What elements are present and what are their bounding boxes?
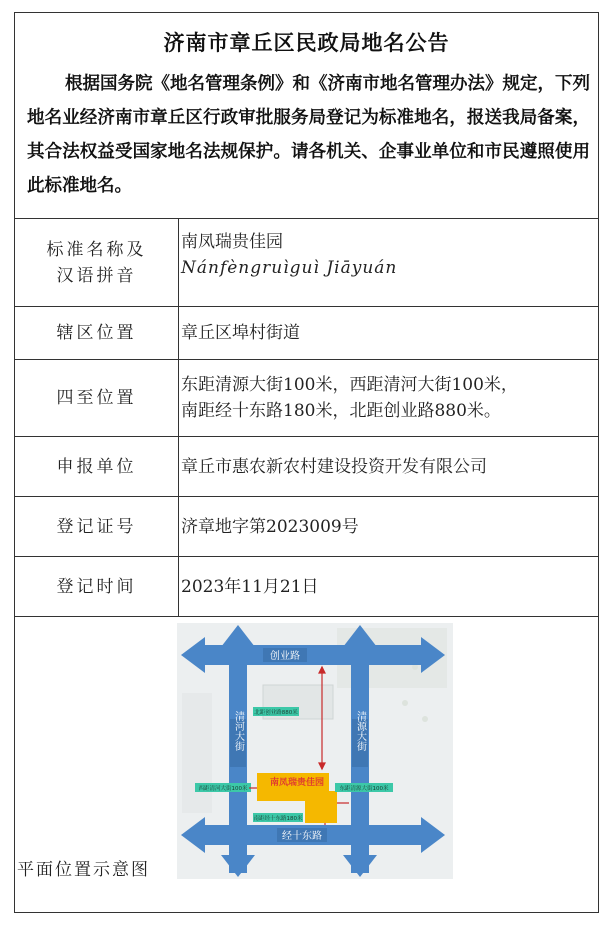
row-bounds — [15, 360, 598, 437]
notice-header — [15, 13, 598, 219]
registration-number-text: 济章地字第2023009号 — [181, 516, 359, 537]
distance-south-label: 南距经十东路180米 — [253, 816, 303, 822]
registration-number-label: 登记证号 — [15, 497, 179, 556]
map-dot — [402, 700, 408, 706]
notice-body: 根据国务院《地名管理条例》和《济南市地名管理办法》规定，下列地名业经济南市章丘区行政审批服务局登记为标准地名，报送我局备案，其合法权益受国家地名法规保护。请各机关、企事业单位和市民遵照使用此标准地名。 — [27, 74, 590, 196]
distance-west-label: 西距清河大街100米 — [198, 786, 248, 792]
notice-document — [14, 12, 599, 913]
road-west-label: 清河大街 — [232, 711, 244, 751]
map-block — [182, 693, 212, 813]
registration-time-text: 2023年11月21日 — [181, 576, 319, 597]
district-label: 辖区位置 — [15, 307, 179, 359]
notice-title: 济南市章丘区民政局地名公告 — [163, 31, 450, 55]
standard-name-label-line2: 汉语拼音 — [56, 265, 137, 286]
registration-number-value — [179, 497, 598, 556]
location-map-label: 平面位置示意图 — [17, 860, 150, 880]
distance-east-label: 东距清源大街100米 — [339, 786, 389, 792]
row-standard-name — [15, 219, 598, 307]
registration-time-label: 登记时间 — [15, 557, 179, 616]
bounds-value — [179, 360, 598, 436]
row-registration-number — [15, 497, 598, 557]
location-map — [177, 623, 453, 879]
road-north-label: 创业路 — [270, 651, 300, 662]
bounds-value-line2: 南距经十东路180米，北距创业路880米。 — [181, 401, 501, 421]
registration-time-value — [179, 557, 598, 616]
applicant-label: 申报单位 — [15, 437, 179, 496]
pinyin-name: Nánfèngruìguì Jiāyuán — [181, 258, 398, 278]
standard-name-label-line1: 标准名称及 — [46, 239, 147, 260]
site-label: 南凤瑞贵佳园 — [269, 778, 325, 788]
standard-name-label — [15, 219, 179, 306]
road-east-label: 清源大街 — [354, 711, 366, 751]
chinese-name: 南凤瑞贵佳园 — [181, 232, 283, 252]
row-district — [15, 307, 598, 360]
district-value — [179, 307, 598, 359]
map-dot — [422, 716, 428, 722]
row-location-map — [15, 617, 598, 914]
applicant-value-text: 章丘市惠农新农村建设投资开发有限公司 — [181, 456, 487, 477]
applicant-value — [179, 437, 598, 496]
row-applicant — [15, 437, 598, 497]
row-registration-time — [15, 557, 598, 617]
standard-name-value — [179, 219, 598, 306]
bounds-label: 四至位置 — [15, 360, 179, 436]
road-south-label: 经十东路 — [282, 831, 322, 842]
bounds-value-line1: 东距清源大街100米，西距清河大街100米， — [181, 375, 518, 395]
district-value-text: 章丘区埠村街道 — [181, 323, 300, 343]
distance-north-label: 北距创业路880米 — [254, 710, 298, 716]
